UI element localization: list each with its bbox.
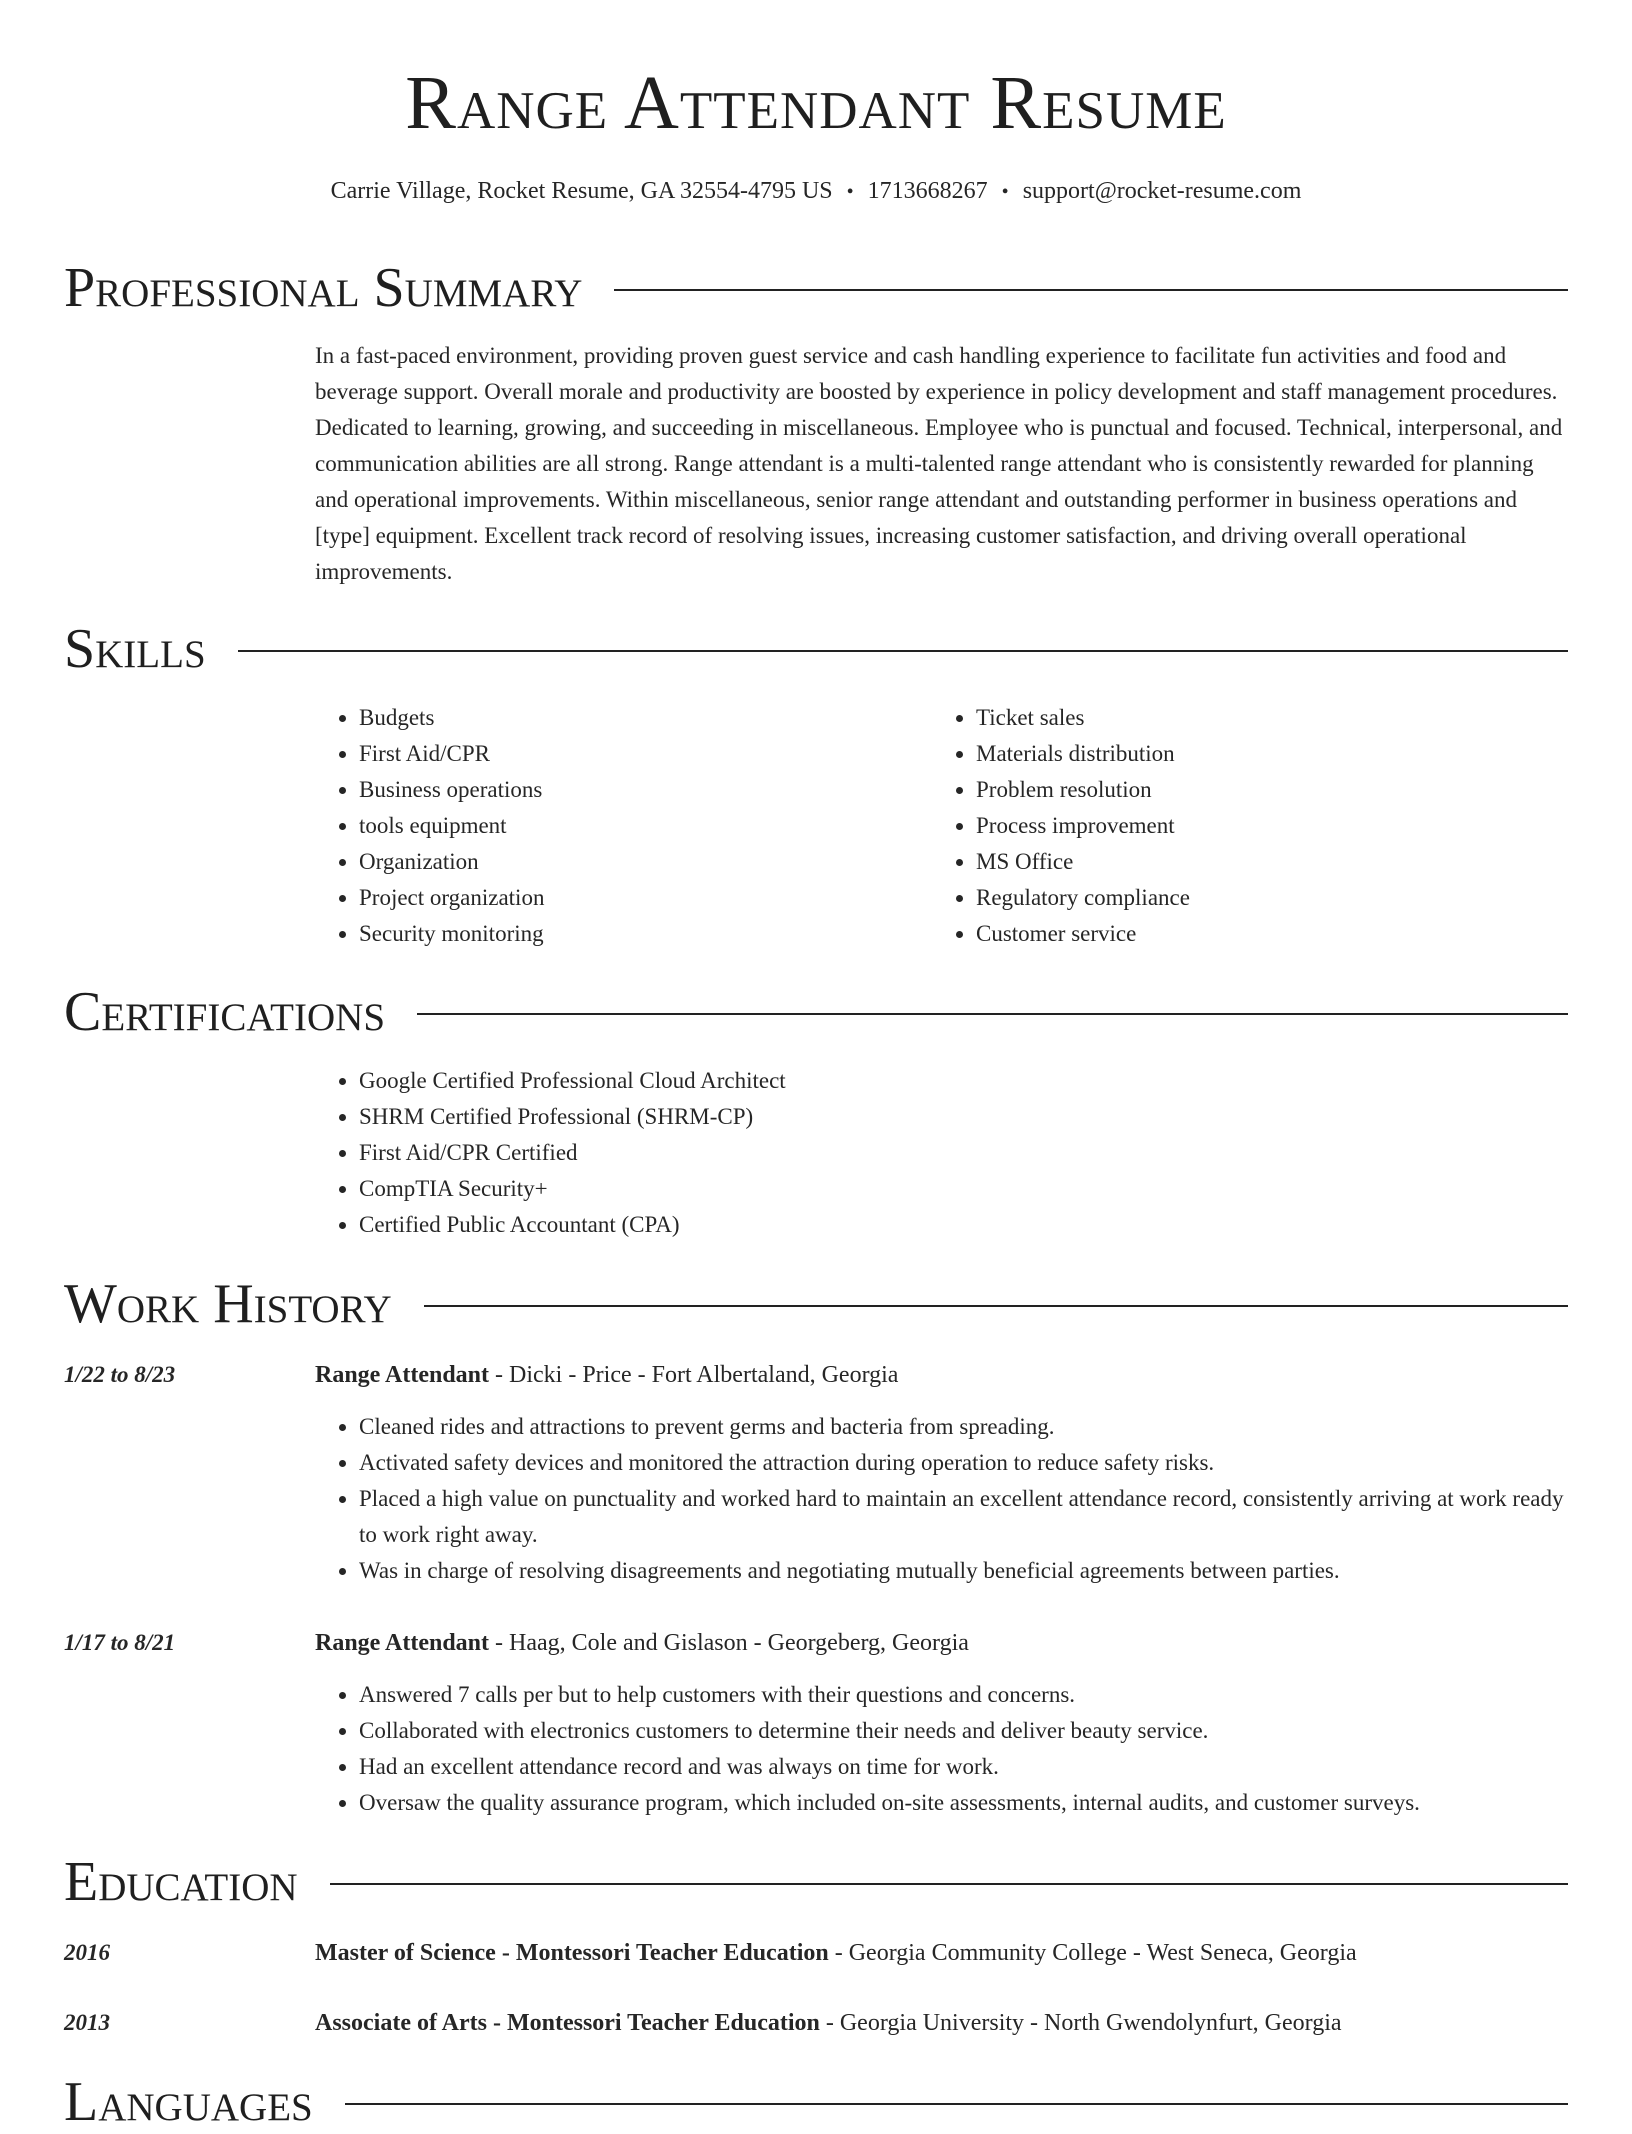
skills-heading: Skills [64,618,206,680]
skill-item: • Organization [359,844,915,880]
education-year: 2013 [64,2010,110,2035]
contact-address: Carrie Village, Rocket Resume, GA 32554-4795 US [330,178,833,204]
certification-item: • Certified Public Accountant (CPA) [359,1207,1568,1243]
job-title: Range Attendant [315,1362,490,1388]
education-school: - Georgia University - North Gwendolynfurt, Georgia [819,2010,1342,2036]
job-duty-item: • Placed a high value on punctuality and worked hard to maintain an excellent attendance record, consistently arriving at work ready to work right away. [359,1481,1568,1553]
section-divider [417,1013,1568,1015]
education-heading: Education [64,1851,298,1913]
education-degree: Associate of Arts - Montessori Teacher Education [315,2010,820,2036]
skill-item: • Materials distribution [976,736,1532,772]
resume-title: Range Attendant Resume [405,61,1227,145]
contact-email: support@rocket-resume.com [1022,178,1302,204]
job-duty-item: • Oversaw the quality assurance program, which included on-site assessments, internal audits, and customer surveys. [359,1785,1568,1821]
skill-item: • Customer service [976,916,1532,952]
job-duty-item: • Was in charge of resolving disagreements and negotiating mutually beneficial agreements between parties. [359,1553,1568,1589]
certifications-section-header [64,980,1568,1044]
skill-item: • Ticket sales [976,700,1532,736]
education-entry [315,2005,1568,2041]
skills-section-header [64,617,1568,681]
skill-item: • Project organization [359,880,915,916]
job-duties [315,1677,1568,1821]
section-divider [238,650,1568,652]
job-duty-item: • Collaborated with electronics customers to determine their needs and deliver beauty service. [359,1713,1568,1749]
job-employer: - Haag, Cole and Gislason - Georgeberg, Georgia [489,1630,969,1656]
skill-item: • Budgets [359,700,915,736]
languages-heading: Languages [64,2071,313,2133]
job-duties [315,1409,1568,1589]
section-divider [424,1305,1568,1307]
skill-item: • Process improvement [976,808,1532,844]
skills-list-left [315,700,915,952]
certification-item: • Google Certified Professional Cloud Architect [359,1063,1568,1099]
job-title-line [315,1357,1568,1393]
skill-item: • MS Office [976,844,1532,880]
job-title-line [315,1625,1568,1661]
summary-section-header [64,256,1568,320]
skills-list-right [932,700,1532,952]
skill-item: • Problem resolution [976,772,1532,808]
job-employer: - Dicki - Price - Fort Albertaland, Georgia [489,1362,899,1388]
languages-section-header [64,2070,1568,2134]
job-duty-item: • Answered 7 calls per but to help customers with their questions and concerns. [359,1677,1568,1713]
work-history-heading: Work History [64,1273,392,1335]
certification-item: • CompTIA Security+ [359,1171,1568,1207]
certification-item: • First Aid/CPR Certified [359,1135,1568,1171]
job-duty-item: • Had an excellent attendance record and was always on time for work. [359,1749,1568,1785]
job-dates: 1/22 to 8/23 [64,1362,176,1387]
certifications-list [315,1063,1568,1243]
skill-item: • Regulatory compliance [976,880,1532,916]
skill-item: • Security monitoring [359,916,915,952]
skill-item: • tools equipment [359,808,915,844]
education-school: - Georgia Community College - West Seneca, Georgia [828,1940,1357,1966]
summary-text: In a fast-paced environment, providing proven guest service and cash handling experience to facilitate fun activities and food and beverage support. Overall morale and productivity are boosted by experience in policy development and staff management procedures. Dedicated to learning, growing, and succeeding in miscellaneous. Employee who is punctual and focused. Technical, interpersonal, and communication abilities are all strong. Range attendant is a multi-talented range attendant who is consistently rewarded for planning and operational improvements. Within miscellaneous, senior range attendant and outstanding performer in business operations and [type] equipment. Excellent track record of resolving issues, increasing customer satisfaction, and driving overall operational improvements. [315,343,1563,584]
certifications-heading: Certifications [64,981,386,1043]
section-divider [614,289,1568,291]
job-dates: 1/17 to 8/21 [64,1630,176,1655]
contact-separator: • [846,181,854,203]
section-divider [330,1883,1568,1885]
skill-item: • First Aid/CPR [359,736,915,772]
contact-phone: 1713668267 [867,178,988,204]
job-title: Range Attendant [315,1630,490,1656]
contact-line [64,174,1568,209]
education-year: 2016 [64,1940,110,1965]
education-section-header [64,1850,1568,1914]
contact-separator: • [1001,181,1009,203]
skill-item: • Business operations [359,772,915,808]
job-duty-item: • Cleaned rides and attractions to prevent germs and bacteria from spreading. [359,1409,1568,1445]
certification-item: • SHRM Certified Professional (SHRM-CP) [359,1099,1568,1135]
job-duty-item: • Activated safety devices and monitored the attraction during operation to reduce safety risks. [359,1445,1568,1481]
education-degree: Master of Science - Montessori Teacher Education [315,1940,829,1966]
education-entry [315,1935,1568,1971]
summary-heading: Professional Summary [64,257,583,319]
section-divider [345,2103,1568,2105]
work-history-section-header [64,1272,1568,1336]
